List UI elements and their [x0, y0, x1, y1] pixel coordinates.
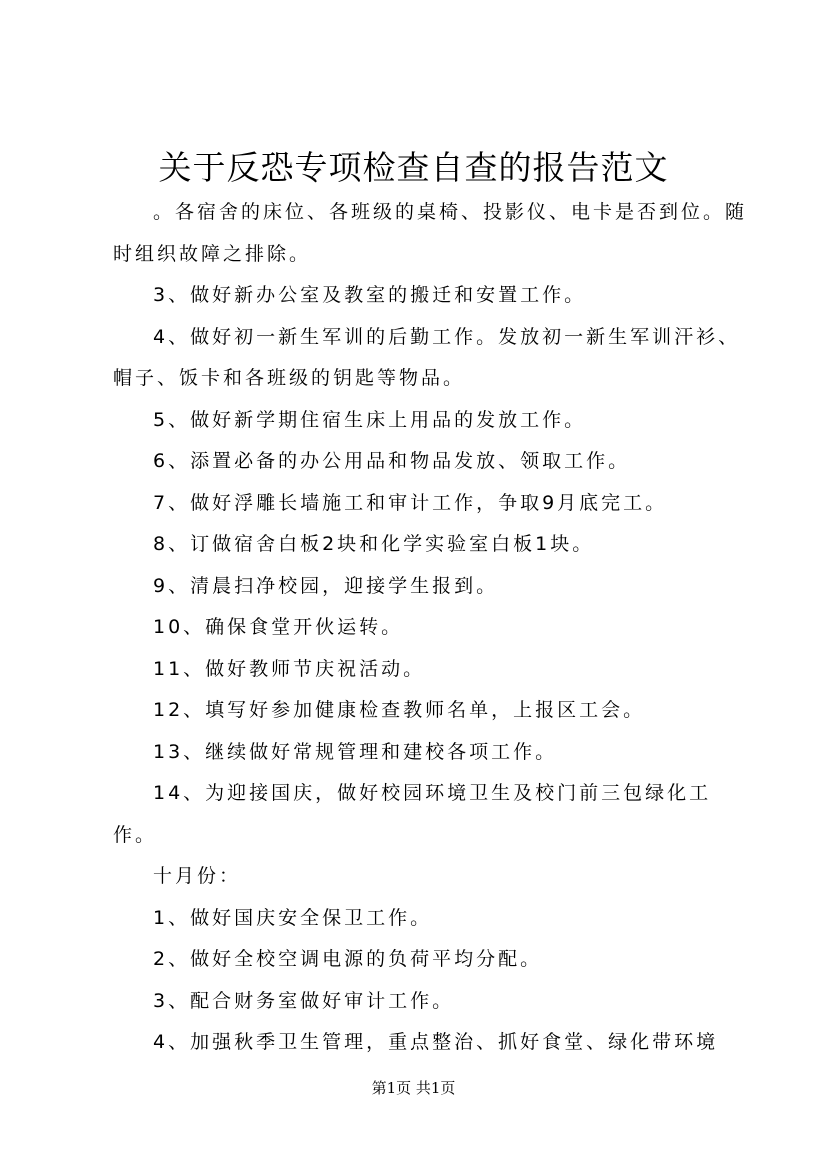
paragraph-1: 。各宿舍的床位、各班级的桌椅、投影仪、电卡是否到位。随时组织故障之排除。 [113, 201, 748, 265]
document-body [113, 192, 753, 1064]
section-heading-october: 十月份： [153, 865, 242, 887]
paragraph-9: 10、确保食堂开伙运转。 [153, 616, 404, 638]
paragraph-5: 6、添置必备的办公用品和物品发放、领取工作。 [153, 450, 631, 472]
paragraph-12: 13、继续做好常规管理和建校各项工作。 [153, 740, 558, 763]
paragraph-10: 11、做好教师节庆祝活动。 [153, 657, 426, 680]
paragraph-11: 12、填写好参加健康检查教师名单，上报区工会。 [153, 699, 646, 721]
page-footer: 第1页 共1页 [371, 1079, 456, 1097]
paragraph-3: 4、做好初一新生军训的后勤工作。发放初一新生军训汗衫、帽子、饭卡和各班级的钥匙等物品。 [113, 325, 741, 389]
paragraph-8: 9、清晨扫净校园，迎接学生报到。 [153, 574, 499, 597]
paragraph-2: 3、做好新办公室及教室的搬迁和安置工作。 [153, 284, 587, 306]
paragraph-15: 1、做好国庆安全保卫工作。 [153, 906, 433, 929]
paragraph-16: 2、做好全校空调电源的负荷平均分配。 [153, 948, 543, 970]
paragraph-4: 5、做好新学期住宿生床上用品的发放工作。 [153, 408, 587, 431]
paragraph-13: 14、为迎接国庆，做好校园环境卫生及校门前三包绿化工作。 [113, 782, 712, 846]
paragraph-18: 4、加强秋季卫生管理，重点整治、抓好食堂、绿化带环境 [153, 1031, 719, 1053]
paragraph-6: 7、做好浮雕长墙施工和审计工作，争取9月底完工。 [153, 491, 668, 514]
paragraph-17: 3、配合财务室做好审计工作。 [153, 989, 455, 1012]
paragraph-7: 8、订做宿舍白板2块和化学实验室白板1块。 [153, 533, 595, 555]
document-title: 关于反恐专项检查自查的报告范文 [158, 148, 669, 187]
